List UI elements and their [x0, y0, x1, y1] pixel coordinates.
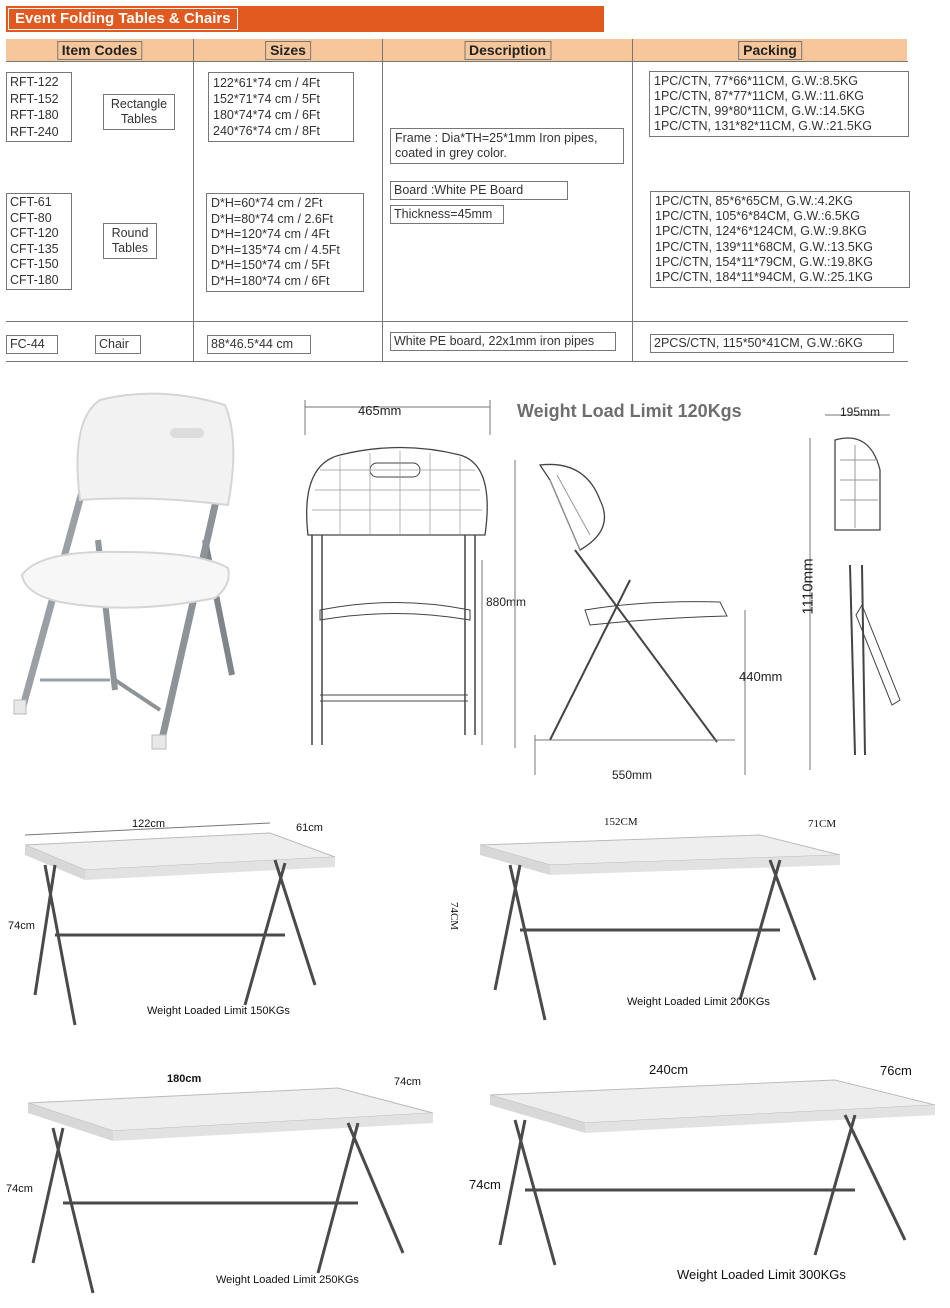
table-122-height: 74cm: [8, 920, 35, 932]
table-180-height: 74cm: [6, 1183, 33, 1195]
table-122-width: 61cm: [296, 822, 323, 834]
chair-description: White PE board, 22x1mm iron pipes: [390, 332, 616, 351]
table-240-height: 74cm: [469, 1177, 501, 1192]
round-sizes: D*H=60*74 cm / 2Ft D*H=80*74 cm / 2.6Ft D*H=120*74 cm / 4Ft D*H=135*74 cm / 4.5Ft D*H=150*74 cm / 5Ft D*H=180*74 cm / 6Ft: [206, 193, 364, 292]
chair-size: 88*46.5*44 cm: [207, 335, 311, 354]
grid-line: [382, 39, 383, 361]
table-180-caption: Weight Loaded Limit 250KGs: [216, 1274, 359, 1286]
chair-type: Chair: [95, 335, 141, 354]
table-122-caption: Weight Loaded Limit 150KGs: [147, 1005, 290, 1017]
table-240-length: 240cm: [649, 1062, 689, 1077]
table-180-drawing: [18, 1083, 438, 1303]
grid-line: [632, 39, 633, 361]
grid-line: [6, 321, 908, 322]
round-codes: CFT-61 CFT-80 CFT-120 CFT-135 CFT-150 CFT-180: [6, 193, 72, 290]
chair-folded-drawing: [800, 400, 930, 780]
rect-packing: 1PC/CTN, 77*66*11CM, G.W.:8.5KG 1PC/CTN, 87*77*11CM, G.W.:11.6KG 1PC/CTN, 99*80*11CM, G.W.:14.5KG 1PC/CTN, 131*82*11CM, G.W.:21.5KG: [649, 71, 909, 137]
column-head-packing: Packing: [633, 39, 907, 61]
table-152-height: 74CM: [448, 901, 461, 931]
round-type: Round Tables: [103, 223, 157, 259]
rect-type: Rectangle Tables: [103, 94, 175, 130]
grid-line: [6, 361, 908, 362]
chair-code: FC-44: [6, 335, 58, 354]
table-240-drawing: [485, 1075, 940, 1275]
table-240-caption: Weight Loaded Limit 300KGs: [677, 1267, 846, 1282]
chair-photo: [0, 380, 260, 770]
grid-line: [193, 39, 194, 361]
front-height-label: 880mm: [486, 595, 527, 609]
chair-side-drawing: [505, 440, 785, 780]
folded-height-label: 1110mm: [799, 558, 817, 615]
table-180-length: 180cm: [167, 1073, 202, 1085]
chair-packing: 2PCS/CTN, 115*50*41CM, G.W.:6KG: [650, 334, 894, 353]
table-122-length: 122cm: [132, 818, 166, 830]
column-head-description: Description: [383, 39, 633, 61]
round-packing: 1PC/CTN, 85*6*65CM, G.W.:4.2KG 1PC/CTN, 105*6*84CM, G.W.:6.5KG 1PC/CTN, 124*6*124CM, G.W.:9.8KG 1PC/CTN, 139*11*68CM, G.W.:13.5KG 1PC/CTN, 154*11*79CM, G.W.:19.8KG 1PC/CTN, 184*11*94CM, G.W.:25.1KG: [650, 191, 910, 288]
thickness-description: Thickness=45mm: [390, 205, 504, 224]
page-title: Event Folding Tables & Chairs: [8, 8, 238, 30]
rect-sizes: 122*61*74 cm / 4Ft 152*71*74 cm / 5Ft 180*74*74 cm / 6Ft 240*76*74 cm / 8Ft: [208, 72, 354, 142]
column-head-item-codes: Item Codes: [6, 39, 194, 61]
table-152-width: 71CM: [808, 818, 837, 830]
column-head-sizes: Sizes: [194, 39, 383, 61]
chair-front-drawing: [300, 395, 500, 765]
table-180-width: 74cm: [394, 1076, 421, 1088]
side-depth-label: 550mm: [612, 768, 653, 782]
table-240-width: 76cm: [880, 1063, 912, 1078]
folded-depth-label: 195mm: [840, 405, 881, 419]
rect-codes: RFT-122 RFT-152 RFT-180 RFT-240: [6, 72, 72, 142]
grid-line: [6, 61, 908, 62]
seat-height-label: 440mm: [739, 669, 783, 684]
chair-weight-title: Weight Load Limit 120Kgs: [517, 401, 742, 421]
table-152-caption: Weight Loaded Limit 200KGs: [627, 996, 770, 1008]
board-description: Board :White PE Board: [390, 181, 568, 200]
frame-description: Frame : Dia*TH=25*1mm Iron pipes, coated in grey color.: [390, 128, 624, 164]
table-122-drawing: [15, 825, 345, 1035]
table-152-length: 152CM: [604, 816, 638, 828]
front-width-label: 465mm: [358, 403, 402, 418]
